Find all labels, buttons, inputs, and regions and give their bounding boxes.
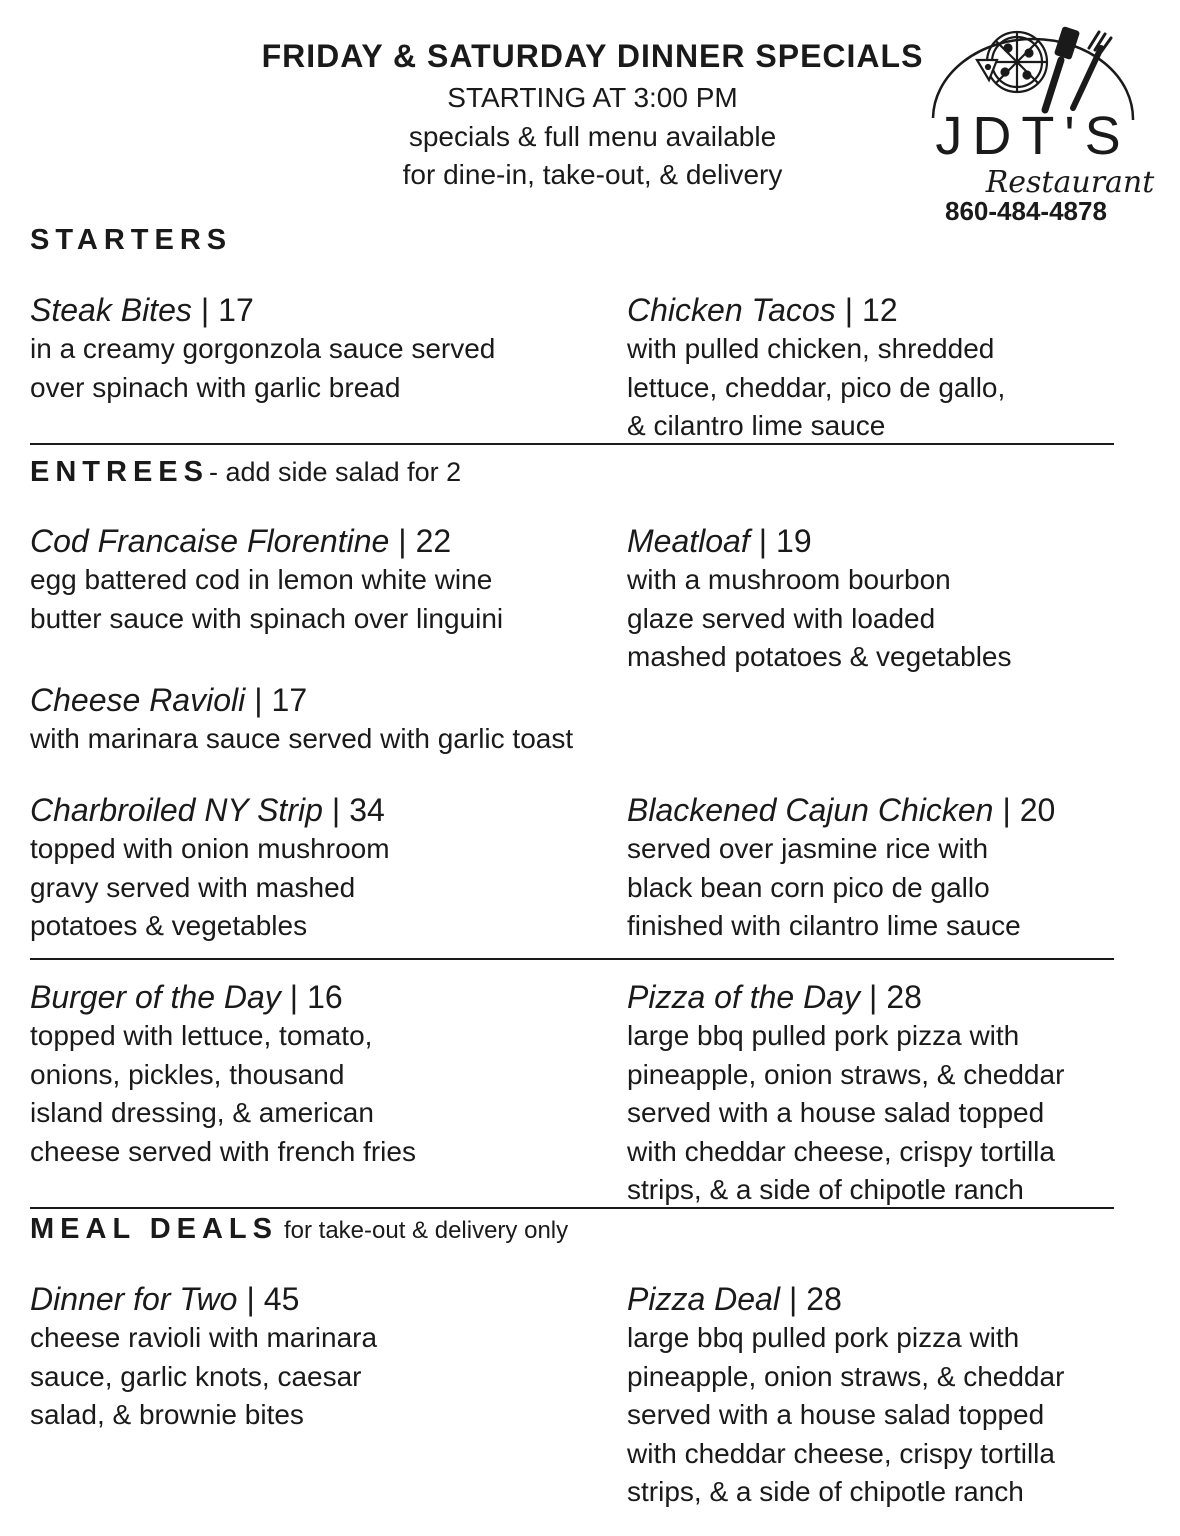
menu-item: Pizza of the Day | 28 large bbq pulled pork pizza with pineapple, onion straws, & cheddar served with a house salad topped with cheddar cheese, crispy tortilla strips, & a side of chipotle ranch [627, 977, 1180, 1210]
item-name: Charbroiled NY Strip [30, 792, 323, 828]
item-desc-line: with a mushroom bourbon [627, 564, 951, 595]
menu-item: Dinner for Two | 45 cheese ravioli with marinara sauce, garlic knots, caesar salad, & brownie bites [30, 1279, 590, 1435]
item-name: Burger of the Day [30, 979, 281, 1015]
phone-number: 860-484-4878 [945, 196, 1107, 226]
item-name: Meatloaf [627, 523, 750, 559]
menu-item: Cod Francaise Florentine | 22 egg battered cod in lemon white wine butter sauce with spinach over linguini [30, 521, 650, 638]
section-heading: ENTREES [30, 456, 209, 488]
item-price: 17 [271, 682, 308, 718]
item-desc-line: gravy served with mashed [30, 871, 356, 903]
item-price: 22 [415, 523, 452, 559]
item-desc-line: pineapple, onion straws, & cheddar [627, 1360, 1065, 1392]
item-price: 28 [886, 979, 922, 1015]
item-desc-line: served with a house salad topped [627, 1097, 1045, 1128]
item-desc-line: topped with onion mushroom [30, 833, 390, 864]
item-price: 45 [263, 1281, 300, 1317]
item-desc-line: with cheddar cheese, crispy tortilla [627, 1135, 1055, 1167]
menu-item: Steak Bites | 17 in a creamy gorgonzola sauce served over spinach with garlic bread [30, 290, 590, 407]
menu-item: Cheese Ravioli | 17 with marinara sauce served with garlic toast [30, 680, 650, 759]
item-desc-line: with marinara sauce served with garlic toast [30, 723, 574, 754]
item-desc-line: cheese ravioli with marinara [30, 1322, 378, 1353]
item-desc-line: with pulled chicken, shredded [627, 333, 995, 364]
menu-item: Blackened Cajun Chicken | 20 served over jasmine rice with black bean corn pico de gallo finished with cilantro lime sauce [627, 790, 1180, 946]
divider [30, 443, 1114, 445]
item-desc-line: strips, & a side of chipotle ranch [627, 1476, 1024, 1507]
menu-item: Meatloaf | 19 with a mushroom bourbon glaze served with loaded mashed potatoes & vegetables [627, 521, 1180, 677]
item-desc-line: butter sauce with spinach over linguini [30, 602, 504, 634]
item-desc-line: over spinach with garlic bread [30, 371, 401, 403]
item-desc-line: black bean corn pico de gallo [627, 871, 990, 903]
item-price: 20 [1019, 792, 1056, 828]
menu-item: Charbroiled NY Strip | 34 topped with onion mushroom gravy served with mashed potatoes & vegetables [30, 790, 590, 946]
item-desc-line: in a creamy gorgonzola sauce served [30, 333, 496, 364]
item-desc-line: large bbq pulled pork pizza with [627, 1322, 1020, 1353]
item-desc-line: served over jasmine rice with [627, 833, 989, 864]
fork-icon [1073, 32, 1111, 108]
section-heading: MEAL DEALS [30, 1213, 278, 1245]
item-name: Cheese Ravioli [30, 682, 246, 718]
item-name: Blackened Cajun Chicken [627, 792, 994, 828]
availability-line-1: specials & full menu available [408, 121, 777, 152]
item-name: Cod Francaise Florentine [30, 523, 390, 559]
item-name: Steak Bites [30, 292, 192, 328]
section-note: - add side salad for 2 [208, 457, 462, 487]
item-desc-line: served with a house salad topped [627, 1399, 1045, 1430]
logo-script: Restaurant [985, 165, 1155, 200]
section-meal-deals [30, 1213, 568, 1246]
item-desc-line: with cheddar cheese, crispy tortilla [627, 1437, 1055, 1469]
divider [30, 958, 1114, 960]
menu-item: Burger of the Day | 16 topped with lettuce, tomato, onions, pickles, thousand island dressing, & american cheese served with french fries [30, 977, 590, 1171]
item-desc-line: sauce, garlic knots, caesar [30, 1360, 362, 1392]
item-desc-line: salad, & brownie bites [30, 1399, 304, 1430]
item-desc-line: topped with lettuce, tomato, [30, 1020, 373, 1051]
item-price: 17 [218, 292, 254, 328]
divider [30, 1207, 1114, 1209]
start-time: STARTING AT 3:00 PM [447, 82, 738, 113]
section-note: for take-out & delivery only [283, 1217, 569, 1244]
item-name: Chicken Tacos [627, 292, 836, 328]
item-name: Pizza Deal [627, 1281, 780, 1317]
item-desc-line: egg battered cod in lemon white wine [30, 564, 493, 595]
section-entrees [30, 456, 461, 489]
item-desc-line: lettuce, cheddar, pico de gallo, [627, 371, 1006, 403]
logo-name: JDT'S [935, 106, 1131, 166]
menu-item: Pizza Deal | 28 large bbq pulled pork pizza with pineapple, onion straws, & cheddar served with a house salad topped with cheddar cheese, crispy tortilla strips, & a side of chipotle ranch [627, 1279, 1180, 1512]
menu-title: FRIDAY & SATURDAY DINNER SPECIALS [261, 38, 924, 74]
item-desc-line: cheese served with french fries [30, 1135, 416, 1167]
item-price: 34 [349, 792, 385, 828]
item-desc-line: strips, & a side of chipotle ranch [627, 1174, 1024, 1205]
item-desc-line: potatoes & vegetables [30, 910, 308, 941]
item-desc-line: mashed potatoes & vegetables [627, 641, 1012, 672]
item-desc-line: finished with cilantro lime sauce [627, 910, 1021, 941]
section-heading: STARTERS [30, 224, 233, 256]
item-price: 19 [776, 523, 812, 559]
item-price: 16 [307, 979, 343, 1015]
item-desc-line: & cilantro lime sauce [627, 410, 886, 441]
item-desc-line: glaze served with loaded [627, 602, 936, 634]
item-price: 12 [862, 292, 898, 328]
item-desc-line: pineapple, onion straws, & cheddar [627, 1058, 1065, 1090]
menu-item: Chicken Tacos | 12 with pulled chicken, shredded lettuce, cheddar, pico de gallo, & cilantro lime sauce [627, 290, 1180, 446]
availability-line-2: for dine-in, take-out, & delivery [402, 159, 783, 190]
section-starters [30, 224, 232, 257]
item-name: Pizza of the Day [627, 979, 860, 1015]
item-price: 28 [806, 1281, 842, 1317]
item-name: Dinner for Two [30, 1281, 238, 1317]
item-desc-line: onions, pickles, thousand [30, 1058, 345, 1090]
item-desc-line: island dressing, & american [30, 1097, 374, 1128]
item-desc-line: large bbq pulled pork pizza with [627, 1020, 1020, 1051]
